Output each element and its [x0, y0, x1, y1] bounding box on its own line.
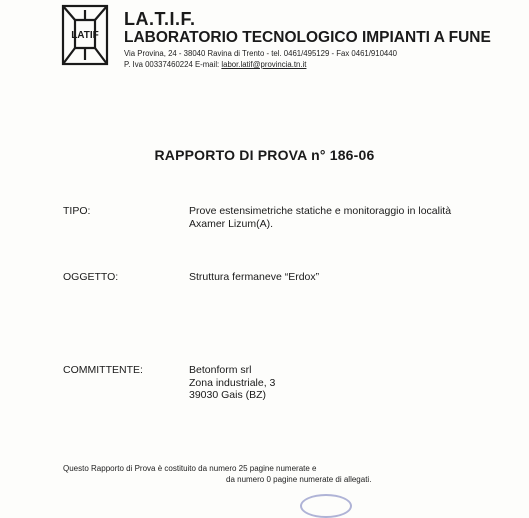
committente-name: Betonform srl [189, 364, 252, 376]
tipo-value [189, 205, 451, 230]
committente-city: 39030 Gais (BZ) [189, 389, 267, 401]
org-short-name: LA.T.I.F. [124, 9, 196, 29]
tipo-value-line: Prove estensimetriche statiche e monitoraggio in località [189, 205, 452, 217]
vat-email-line [124, 60, 306, 69]
vat-text: P. Iva 00337460224 E-mail: [124, 60, 222, 69]
tipo-value-line: Axamer Lizum(A). [189, 217, 274, 230]
attachment-count-note: da numero 0 pagine numerate di allegati. [226, 475, 372, 484]
stamp-icon [300, 494, 352, 518]
oggetto-value: Struttura fermaneve “Erdox” [189, 271, 320, 283]
oggetto-label: OGGETTO: [63, 271, 119, 283]
address-line: Via Provina, 24 - 38040 Ravina di Trento - tel. 0461/495129 - Fax 0461/910440 [124, 49, 397, 58]
committente-value [189, 364, 275, 402]
committente-label: COMMITTENTE: [63, 364, 143, 376]
org-full-name: LABORATORIO TECNOLOGICO IMPIANTI A FUNE [124, 29, 491, 46]
latif-logo-icon [61, 4, 109, 66]
page-count-note: Questo Rapporto di Prova è costituito da numero 25 pagine numerate e [63, 464, 317, 473]
report-title: RAPPORTO DI PROVA n° 186-06 [154, 147, 375, 163]
logo-text: LATIF [71, 30, 99, 41]
email-link[interactable]: labor.latif@provincia.tn.it [221, 60, 307, 69]
committente-address: Zona industriale, 3 [189, 376, 276, 389]
tipo-label: TIPO: [63, 205, 91, 217]
